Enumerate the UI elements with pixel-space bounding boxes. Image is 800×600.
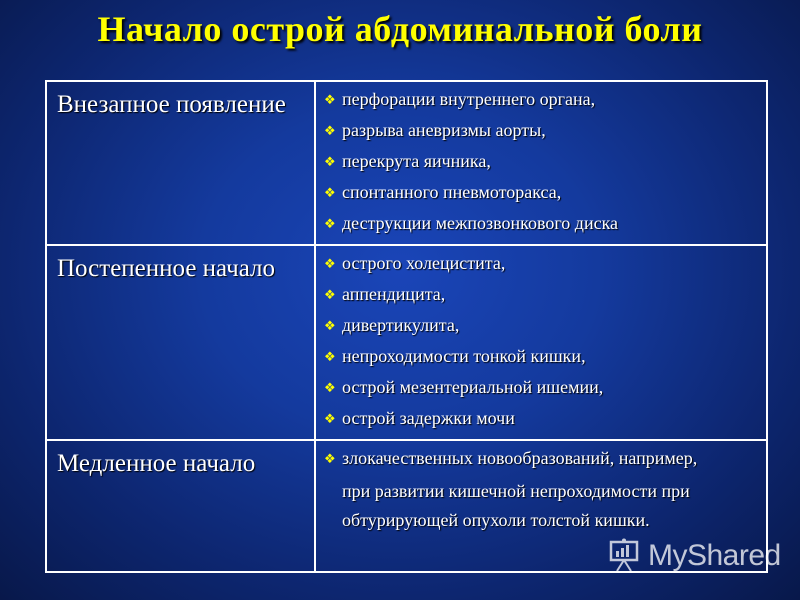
diamond-bullet-icon: ❖ (324, 318, 336, 333)
cause-list (324, 89, 756, 233)
diamond-bullet-icon: ❖ (324, 216, 336, 231)
list-item: ❖ дивертикулита, (324, 315, 460, 335)
diamond-bullet-icon: ❖ (324, 256, 336, 271)
list-item: ❖ непроходимости тонкой кишки, (324, 346, 586, 366)
onset-table (45, 80, 768, 573)
list-item: ❖ разрыва аневризмы аорты, (324, 120, 546, 140)
list-item: ❖ спонтанного пневмоторакса, (324, 182, 562, 202)
cause-list (324, 448, 756, 535)
item-line: злокачественных новообразований, например, (342, 448, 698, 468)
list-item (324, 448, 756, 535)
diamond-bullet-icon: ❖ (324, 123, 336, 138)
diamond-bullet-icon: ❖ (324, 411, 336, 426)
list-item: ❖ перфорации внутреннего органа, (324, 89, 596, 109)
row-label-slow: Медленное начало (46, 440, 315, 572)
slide-title: Начало острой абдоминальной боли (97, 9, 703, 49)
row-label-gradual: Постепенное начало (46, 245, 315, 440)
diamond-bullet-icon: ❖ (324, 380, 336, 395)
diamond-bullet-icon: ❖ (324, 287, 336, 302)
cause-list (324, 253, 756, 428)
item-line: обтурирующей опухоли толстой кишки. (342, 510, 650, 530)
table-row-gradual (46, 245, 767, 440)
diamond-bullet-icon: ❖ (324, 451, 336, 466)
list-item: ❖ острого холецистита, (324, 253, 506, 273)
diamond-bullet-icon: ❖ (324, 349, 336, 364)
row-items-gradual (315, 245, 767, 440)
watermark-text: MyShared (648, 539, 781, 572)
diamond-bullet-icon: ❖ (324, 185, 336, 200)
list-item: ❖ перекрута яичника, (324, 151, 491, 171)
presentation-board-icon (608, 538, 642, 574)
diamond-bullet-icon: ❖ (324, 154, 336, 169)
watermark (608, 538, 781, 574)
row-items-sudden (315, 81, 767, 245)
list-item: ❖ острой задержки мочи (324, 408, 515, 428)
table-row-sudden (46, 81, 767, 245)
item-line: при развитии кишечной непроходимости при (342, 481, 690, 501)
list-item: ❖ деструкции межпозвонкового диска (324, 213, 619, 233)
diamond-bullet-icon: ❖ (324, 92, 336, 107)
row-label-sudden: Внезапное появление (46, 81, 315, 245)
list-item: ❖ аппендицита, (324, 284, 446, 304)
list-item: ❖ острой мезентериальной ишемии, (324, 377, 604, 397)
